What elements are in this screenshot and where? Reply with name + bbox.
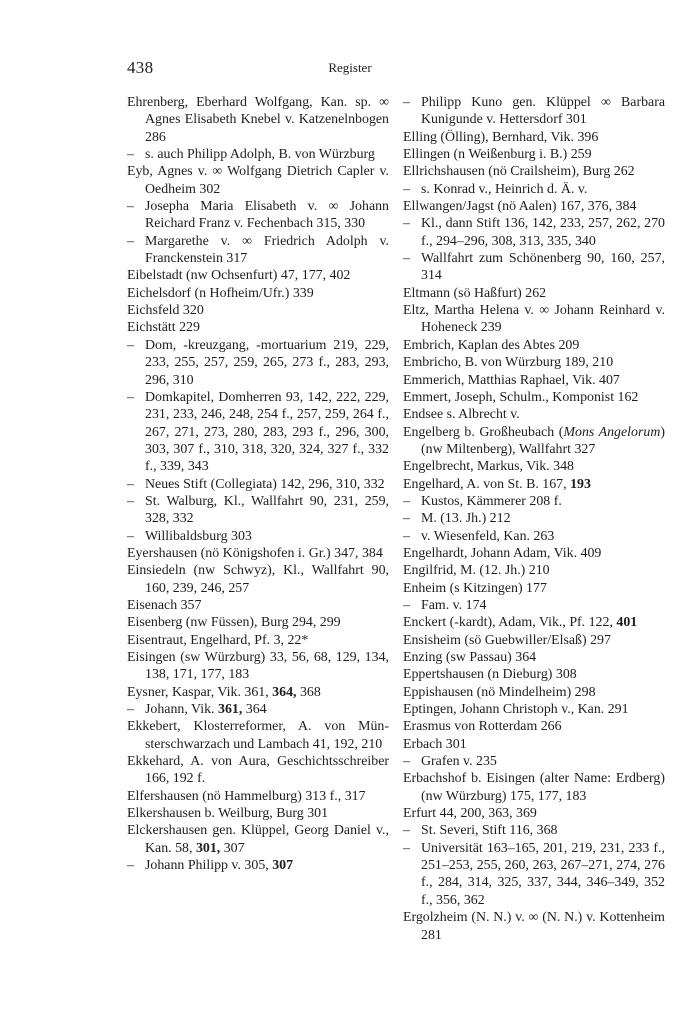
register-entry [403,666,665,683]
entry-text: Ehrenberg, Eberhard Wolfgang, Kan. sp. ∞ Agnes Elisabeth Knebel v. Katzenelnbogen 286 [127,95,389,145]
entry-text: Eltmann (sö Haßfurt) 262 [403,285,547,301]
entry-text: Eisenach 357 [127,597,202,613]
register-entry [403,580,665,597]
register-entry [403,805,665,822]
running-title: Register [328,60,372,75]
register-entry [127,94,389,146]
entry-text: Enckert (-kardt), Adam, Vik., Pf. 122, [403,615,617,631]
register-entry [403,909,665,944]
entry-text: St. Walburg, Kl., Wallfahrt 90, 231, 259, 328, 332 [145,493,389,527]
register-entry [403,614,665,631]
register-subentry [403,215,665,250]
register-subentry [403,753,665,770]
entry-text: Elfershausen (nö Hammelburg) 313 f., 317 [127,788,366,804]
page-ref-bold: 307 [272,858,294,874]
entry-text: Kl., dann Stift 136, 142, 233, 257, 262, 270 f., 294–296, 308, 313, 335, 340 [421,216,665,249]
entry-text: Engelbrecht, Markus, Vik. 348 [403,459,574,475]
subentry-dash: – [403,95,410,110]
entry-text: Grafen v. 235 [421,754,497,770]
register-entry [403,146,665,163]
entry-text: Ellrichshausen (nö Crailsheim), Burg 262 [403,164,635,180]
register-subentry [403,493,665,510]
entry-text: M. (13. Jh.) 212 [421,511,511,527]
page-number: 438 [127,58,154,77]
register-entry [403,406,665,423]
register-subentry [403,250,665,285]
register-entry [127,285,389,302]
page-ref-bold: 361, [218,702,243,718]
subentry-dash: – [127,702,134,718]
entry-text: Ekkehard, A. von Aura, Geschichtsschreiber 166, 192 f. [127,754,389,787]
entry-text: Ergolzheim (N. N.) v. ∞ (N. N.) v. Kottenheim 281 [403,910,665,943]
entry-text: Ensisheim (sö Guebwiller/Elsaß) 297 [403,632,611,648]
entry-text: Eyershausen (nö Königshofen i. Gr.) 347, 384 [127,545,383,561]
entry-text: Enheim (s Kitzingen) 177 [403,580,547,596]
entry-text: Ellingen (n Weißenburg i. B.) 259 [403,147,592,163]
entry-text: Willibaldsburg 303 [145,528,252,544]
entry-text: Eisentraut, Engelhard, Pf. 3, 22* [127,632,309,648]
entry-text: Eltz, Martha Helena v. ∞ Johann Reinhard v. Hoheneck 239 [403,303,665,336]
register-entry [127,649,389,684]
subentry-dash: – [403,216,410,232]
register-entry [127,718,389,753]
subentry-dash: – [127,528,134,544]
register-entry [403,458,665,475]
entry-text: Neues Stift (Collegiata) 142, 296, 310, 332 [145,476,385,492]
register-subentry [127,476,389,493]
register-entry [403,354,665,371]
entry-text: Universität 163–165, 201, 219, 231, 233 f., 251–253, 255, 260, 263, 267–271, 274, 276 f., 284, 314, 325, 337, 344, 346–349, 352 f., 356, 362 [421,840,665,908]
entry-text: Philipp Kuno gen. Klüppel ∞ Barbara Kunigunde v. Hettersdorf 301 [421,95,665,128]
entry-text: St. Severi, Stift 116, 368 [421,823,558,839]
register-entry [403,684,665,701]
subentry-dash: – [403,251,410,267]
register-entry [403,285,665,302]
register-entry [403,163,665,180]
entry-text: Engelhardt, Johann Adam, Vik. 409 [403,545,602,561]
entry-text: Josepha Maria Elisabeth v. ∞ Johann Reichard Franz v. Fechenbach 315, 330 [145,199,389,232]
register-subentry [127,233,389,268]
register-entry [127,163,389,198]
register-entry [127,597,389,614]
register-entry [127,562,389,597]
register-subentry [403,840,665,909]
entry-text: Engelhard, A. von St. B. 167, [403,476,571,492]
entry-text: Erfurt 44, 200, 363, 369 [403,806,537,822]
register-entry [403,389,665,406]
entry-text: Domkapitel, Domherren 93, 142, 222, 229, 231, 233, 246, 248, 254 f., 257, 259, 264 f., 267, 271, 273, 280, 283, 293 f., 296, 300, 303, 307 f., 310, 318, 320, 324, 327 f., 332 f., 339, 343 [145,389,389,475]
entry-text: Emmert, Joseph, Schulm., Komponist 162 [403,389,639,405]
entry-text: Ekkebert, Klosterreformer, A. von Münsterschwarzach und Lambach 41, 192, 210 [127,719,389,752]
entry-text: Emmerich, Matthias Raphael, Vik. 407 [403,372,620,388]
subentry-dash: – [403,181,410,197]
entry-text: Eysner, Kaspar, Vik. 361, [127,684,273,700]
register-subentry [403,94,665,129]
subentry-dash: – [403,823,410,839]
entry-text: Enzing (sw Passau) 364 [403,650,537,665]
register-entry [403,302,665,337]
register-subentry [127,701,389,718]
entry-text: Erbach 301 [403,736,467,752]
entry-text: Einsiedeln (nw Schwyz), Kl., Wallfahrt 90, 160, 239, 246, 257 [127,563,389,596]
subentry-dash: – [127,147,134,163]
entry-text: Eibelstadt (nw Ochsenfurt) 47, 177, 402 [127,268,351,284]
entry-text: Dom, -kreuzgang, -mortuarium 219, 229, 233, 255, 257, 259, 265, 273 f., 283, 293, 296, 310 [145,337,389,388]
register-entry [127,684,389,701]
register-entry [127,267,389,284]
register-entry [403,337,665,354]
register-subentry [403,822,665,839]
entry-text: Embricho, B. von Würzburg 189, 210 [403,355,614,371]
register-entry [127,822,389,857]
register-entry [403,129,665,146]
entry-text: Eisingen (sw Würzburg) 33, 56, 68, 129, 134, 138, 171, 177, 183 [127,650,389,683]
entry-text: Engilfrid, M. (12. Jh.) 210 [403,563,550,579]
entry-text: Engelberg b. Großheubach ( [403,424,564,440]
entry-text: Elkershausen b. Weilburg, Burg 301 [127,806,329,822]
register-subentry [403,510,665,527]
register-subentry [127,337,389,389]
register-entry [403,545,665,562]
entry-text: Ellwangen/Jagst (nö Aalen) 167, 376, 384 [403,199,637,215]
subentry-dash: – [127,389,134,405]
entry-text: Eppishausen (nö Mindelheim) 298 [403,684,596,700]
entry-text: Wallfahrt zum Schönenberg 90, 160, 257, 314 [421,251,665,284]
register-entry [127,302,389,319]
register-entry [127,545,389,562]
entry-text: s. auch Philipp Adolph, B. von Würzburg [145,147,375,163]
register-entry [403,649,665,666]
entry-text: Eptingen, Johann Christoph v., Kan. 291 [403,702,629,718]
page-ref-bold: 301, [195,840,221,856]
register-column-right [403,94,665,944]
entry-text: Endsee s. Albrecht v. [403,407,520,423]
register-subentry [127,389,389,476]
subentry-dash: – [127,233,134,249]
subentry-dash: – [403,511,410,527]
entry-text: v. Wiesenfeld, Kan. 263 [421,528,555,544]
entry-text: Kustos, Kämmerer 208 f. [421,493,562,509]
entry-text: Elling (Ölling), Bernhard, Vik. 396 [403,129,599,145]
entry-text: Eichsfeld 320 [127,303,204,319]
register-entry [403,562,665,579]
entry-text: Elckershausen gen. Klüppel, Georg Daniel v., Kan. 58, [127,823,389,856]
subentry-dash: – [127,199,134,215]
register-entry [403,372,665,389]
entry-text: Eichstätt 229 [127,320,200,336]
register-subentry [127,146,389,163]
register-subentry [403,181,665,198]
register-entry [403,736,665,753]
register-entry [403,632,665,649]
register-entry [403,770,665,805]
entry-text: Eisenberg (nw Füssen), Burg 294, 299 [127,615,341,631]
register-column-left [127,94,389,874]
entry-text: s. Konrad v., Heinrich d. Ä. v. [421,181,588,197]
register-entry [403,701,665,718]
register-entry [403,198,665,215]
register-entry [403,424,665,459]
register-entry [403,718,665,735]
subentry-dash: – [403,840,410,856]
entry-text: Eppertshausen (n Dieburg) 308 [403,667,577,683]
register-subentry [127,857,389,874]
page-ref-bold: 364, [272,684,297,700]
entry-text: 307 [220,840,245,856]
subentry-dash: – [403,597,410,613]
subentry-dash: – [127,476,134,492]
entry-text: 368 [296,684,321,700]
subentry-dash: – [127,493,134,509]
entry-text: 364 [242,702,267,718]
entry-text: ) (nw Miltenberg), Wallfahrt 327 [421,424,665,457]
entry-text: Erbachshof b. Eisingen (alter Name: Erdberg) (nw Würzburg) 175, 177, 183 [403,771,665,804]
entry-text: Eyb, Agnes v. ∞ Wolfgang Dietrich Capler v. Oedheim 302 [127,164,389,197]
subentry-dash: – [403,754,410,770]
entry-text: Embrich, Kaplan des Abtes 209 [403,337,580,353]
page-ref-bold: 401 [616,615,638,631]
entry-text: Johann, Vik. [145,702,218,718]
register-entry [127,753,389,788]
register-subentry [403,528,665,545]
register-entry [127,788,389,805]
page-ref-bold: 193 [570,476,591,492]
register-entry [127,319,389,336]
register-subentry [127,198,389,233]
register-entry [403,476,665,493]
italic-text: Mons Angelorum [563,424,661,440]
register-entry [127,805,389,822]
entry-text: Erasmus von Rotterdam 266 [403,719,562,735]
register-subentry [127,493,389,528]
register-subentry [403,597,665,614]
subentry-dash: – [403,493,410,509]
register-subentry [127,528,389,545]
subentry-dash: – [127,337,134,353]
register-entry [127,632,389,649]
subentry-dash: – [403,528,410,544]
entry-text: Margarethe v. ∞ Friedrich Adolph v. Franckenstein 317 [145,233,389,267]
entry-text: Fam. v. 174 [421,597,487,613]
subentry-dash: – [127,858,134,874]
register-entry [127,614,389,631]
entry-text: Johann Philipp v. 305, [145,858,273,874]
entry-text: Eichelsdorf (n Hofheim/Ufr.) 339 [127,285,314,301]
